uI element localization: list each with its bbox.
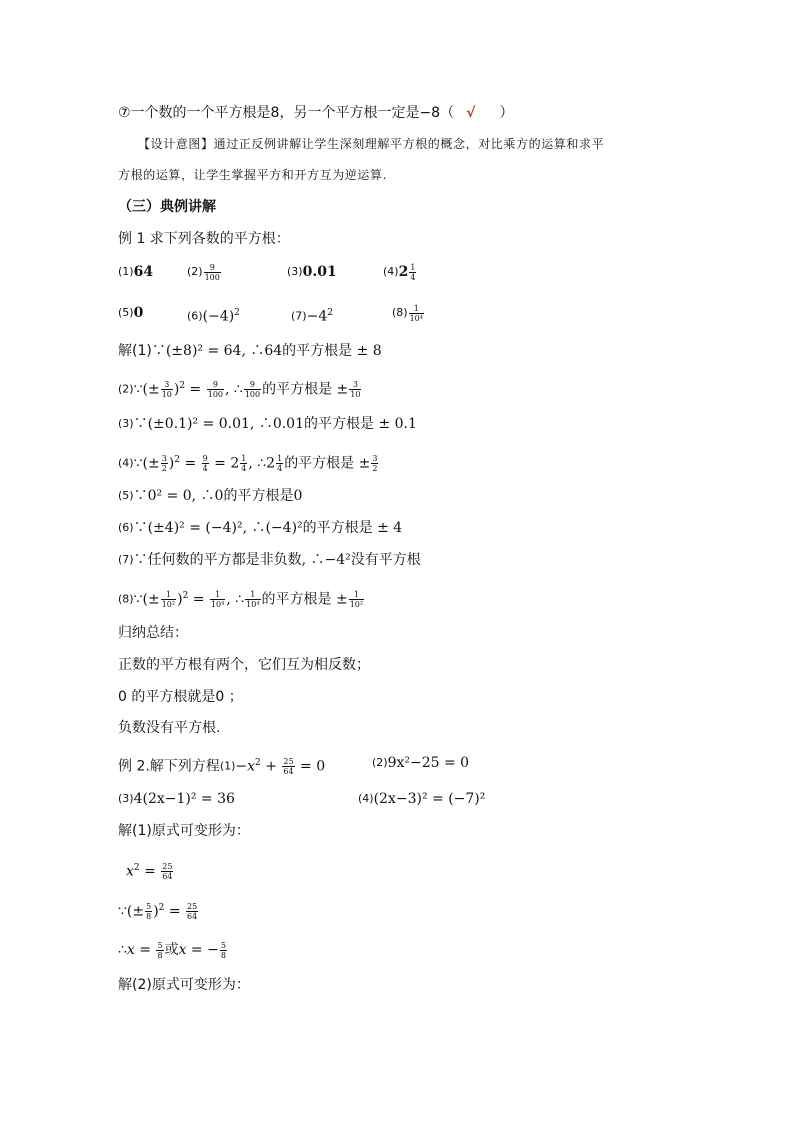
example-2-row-1: 例 2.解下列方程$(1)-x^2$ + $\frac{25}{64}$ = 0 [118, 757, 326, 777]
solution-1: 解(1)∵(±8)² = 64, ∴64的平方根是 ± 8 [118, 343, 382, 359]
checkmark-icon: √ [466, 105, 476, 121]
example-2-problem-3: (3)4(2x−1)² = 36 [118, 791, 235, 807]
solution-6: (6)∵(±4)² = (−4)², ∴(−4)²的平方根是 ± 4 [118, 520, 403, 536]
design-intent-line-2: 方根的运算，让学生掌握平方和开方互为逆运算. [118, 168, 388, 182]
ex2-solution-1-step-2: ∵(± $\frac{5}{8}$ )$^2$ = $\frac{25}{64}$ [118, 902, 198, 922]
solution-2: (2)∵(± $\frac{3}{10}$ )$^2$ = $\frac{9}{100}$ , ∴ $\frac{9}{100}$ 的平方根是 ± $\frac{3}{10}$ [118, 380, 361, 400]
ex2-solution-1-step-3: ∴x = $\frac{5}{8}$ 或x = − $\frac{5}{8}$ [118, 940, 226, 960]
example-1-title: 例 1 求下列各数的平方根： [118, 231, 290, 247]
ex1-item-7: $(7)-4^2$ [291, 308, 333, 325]
solution-7: (7)∵任何数的平方都是非负数, ∴−4²没有平方根 [118, 552, 421, 568]
ex1-item-5: (5)0 [118, 305, 144, 321]
solution-3: (3)∵(±0.1)² = 0.01, ∴0.01的平方根是 ± 0.1 [118, 416, 417, 432]
section-title: （三）典例讲解 [118, 199, 216, 215]
fraction: $\frac{9}{100}$ [204, 262, 220, 282]
example-2-problem-4: (4)(2x−3)² = (−7)² [358, 791, 486, 807]
fraction: $\frac{1}{\text{10⁴}}$ [409, 303, 423, 323]
ex2-solution-2-title: 解(2)原式可变形为： [118, 977, 250, 993]
fraction: $\frac{1}{4}$ [410, 262, 416, 282]
summary-line-2: 0 的平方根就是0 ； [118, 689, 243, 705]
question-7-close: ） [499, 105, 514, 121]
example-2-problem-2: (2)9x²−25 = 0 [372, 755, 470, 771]
ex1-item-1: (1)64 [118, 264, 154, 280]
ex1-item-6: $(6)(-4)^2$ [187, 308, 240, 325]
ex1-item-3: (3)0.01 [287, 264, 337, 280]
ex2-solution-1-title: 解(1)原式可变形为： [118, 823, 250, 839]
question-7-text: ⑦一个数的一个平方根是8，另一个平方根一定是−8（ [118, 105, 455, 121]
summary-title: 归纳总结： [118, 625, 188, 641]
ex1-item-4: (4)2 $\frac{1}{4}$ [383, 262, 416, 282]
ex2-solution-1-step-1: $x^2$ = $\frac{25}{64}$ [126, 862, 173, 882]
solution-8: (8)∵(± $\frac{1}{\text{10²}}$ )$^2$ = $\frac{1}{\text{10⁴}}$ , ∴ $\frac{1}{\text{10⁴}}$ 的平方根是 ± $\frac{1}{\text{10²}}$ [118, 590, 364, 610]
ex1-item-2: (2) $\frac{9}{100}$ [187, 262, 220, 282]
ex1-item-8: (8) $\frac{1}{\text{10⁴}}$ [392, 303, 423, 323]
question-7 [118, 103, 513, 123]
summary-line-3: 负数没有平方根. [118, 720, 221, 736]
solution-4: (4)∵(± $\frac{3}{2}$ )$^2$ = $\frac{9}{4}$ = 2 $\frac{1}{4}$ , ∴2 $\frac{1}{4}$ 的平方根是 ± $\frac{3}{2}$ [118, 454, 378, 474]
design-intent-line-1: 【设计意图】通过正反例讲解让学生深刻理解平方根的概念，对比乘方的运算和求平 [138, 137, 605, 151]
solution-5: (5)∵0² = 0, ∴0的平方根是0 [118, 488, 303, 504]
summary-line-1: 正数的平方根有两个，它们互为相反数； [118, 657, 370, 673]
